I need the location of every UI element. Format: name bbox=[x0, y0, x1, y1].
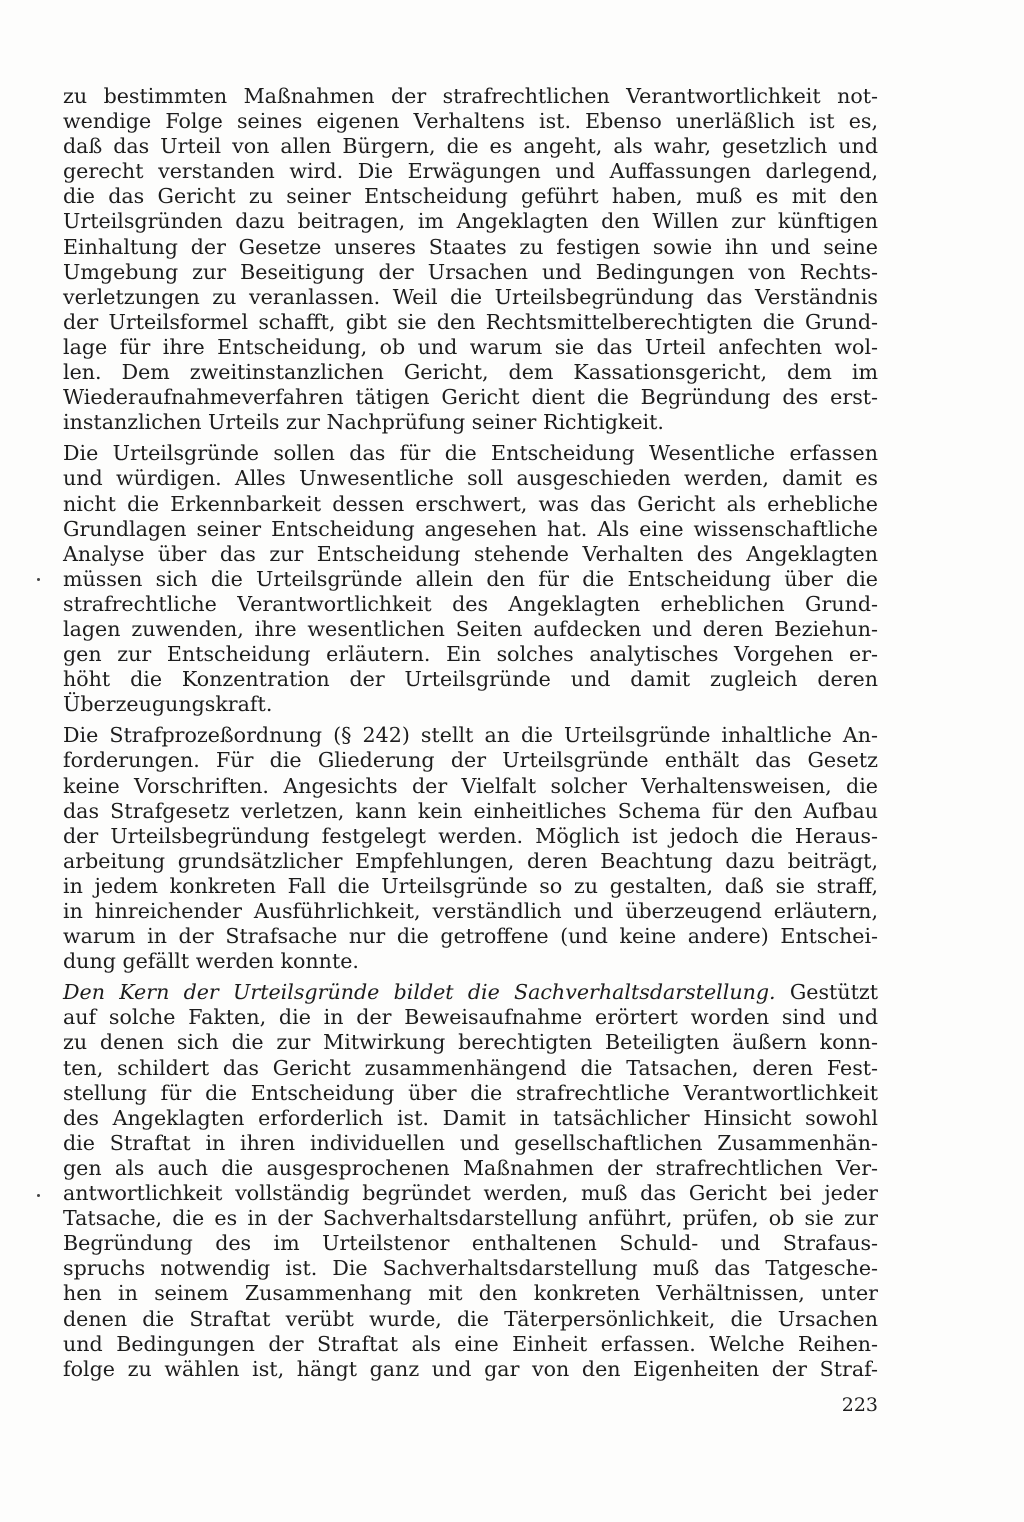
text-line: nicht die Erkennbarkeit dessen erschwert, was das Gericht als erhebliche bbox=[63, 491, 878, 516]
text-line: lagen zuwenden, ihre wesentlichen Seiten aufdecken und deren Beziehun- bbox=[63, 616, 878, 641]
text-line: instanzlichen Urteils zur Nachprüfung seiner Richtigkeit. bbox=[63, 410, 664, 435]
text-line: daß das Urteil von allen Bürgern, die es angeht, als wahr, gesetzlich und bbox=[63, 134, 878, 159]
text-line: die das Gericht zu seiner Entscheidung geführt haben, muß es mit den bbox=[63, 184, 878, 209]
margin-speck bbox=[37, 578, 40, 581]
text-line: der Urteilsbegründung festgelegt werden. Möglich ist jedoch die Heraus- bbox=[63, 823, 878, 848]
margin-speck bbox=[37, 1194, 40, 1197]
text-line: Tatsache, die es in der Sachverhaltsdarstellung anführt, prüfen, ob sie zur bbox=[63, 1206, 878, 1231]
text-line: Die Strafprozeßordnung (§ 242) stellt an die Urteilsgründe inhaltliche An- bbox=[63, 723, 878, 748]
text-line: strafrechtliche Verantwortlichkeit des Angeklagten erheblichen Grund- bbox=[63, 591, 878, 616]
text-line: denen die Straftat verübt wurde, die Täterpersönlichkeit, die Ursachen bbox=[63, 1306, 878, 1331]
text-line: warum in der Strafsache nur die getroffene (und keine andere) Entschei- bbox=[63, 924, 878, 949]
text-line: folge zu wählen ist, hängt ganz und gar von den Eigenheiten der Straf- bbox=[63, 1356, 878, 1381]
text-line: Analyse über das zur Entscheidung stehende Verhalten des Angeklagten bbox=[63, 541, 878, 566]
text-line: Überzeugungskraft. bbox=[63, 692, 273, 717]
text-line: Urteilsgründen dazu beitragen, im Angeklagten den Willen zur künftigen bbox=[63, 209, 878, 234]
text-line-lead bbox=[63, 980, 878, 1005]
text-line: arbeitung grundsätzlicher Empfehlungen, deren Beachtung dazu beiträgt, bbox=[63, 848, 878, 873]
lead-rest: Gestützt bbox=[775, 980, 878, 1005]
text-line: des Angeklagten erforderlich ist. Damit in tatsächlicher Hinsicht sowohl bbox=[63, 1105, 878, 1130]
paragraph-2 bbox=[63, 441, 878, 717]
text-line: Begründung des im Urteilstenor enthaltenen Schuld- und Strafaus- bbox=[63, 1231, 878, 1256]
text-line: Die Urteilsgründe sollen das für die Entscheidung Wesentliche erfassen bbox=[63, 441, 878, 466]
text-line: gen zur Entscheidung erläutern. Ein solches analytisches Vorgehen er- bbox=[63, 642, 878, 667]
paragraph-4 bbox=[63, 980, 878, 1382]
text-line: zu denen sich die zur Mitwirkung berechtigten Beteiligten äußern konn- bbox=[63, 1030, 878, 1055]
text-line: müssen sich die Urteilsgründe allein den für die Entscheidung über die bbox=[63, 566, 878, 591]
text-line: antwortlichkeit vollständig begründet werden, muß das Gericht bei jeder bbox=[63, 1181, 878, 1206]
text-line: der Urteilsformel schafft, gibt sie den Rechtsmittelberechtigten die Grund- bbox=[63, 309, 878, 334]
text-line: forderungen. Für die Gliederung der Urteilsgründe enthält das Gesetz bbox=[63, 748, 878, 773]
italic-lead: Den Kern der Urteilsgründe bildet die Sachverhaltsdarstellung. bbox=[63, 980, 776, 1005]
text-line: die Straftat in ihren individuellen und gesellschaftlichen Zusammenhän- bbox=[63, 1130, 878, 1155]
text-line: Grundlagen seiner Entscheidung angesehen hat. Als eine wissenschaftliche bbox=[63, 516, 878, 541]
text-line: und Bedingungen der Straftat als eine Einheit erfassen. Welche Reihen- bbox=[63, 1331, 878, 1356]
body-text bbox=[63, 84, 878, 1388]
text-line: Wiederaufnahmeverfahren tätigen Gericht dient die Begründung des erst- bbox=[63, 385, 878, 410]
text-line: len. Dem zweitinstanzlichen Gericht, dem Kassationsgericht, dem im bbox=[63, 360, 878, 385]
text-line: höht die Konzentration der Urteilsgründe und damit zugleich deren bbox=[63, 667, 878, 692]
text-line: hen in seinem Zusammenhang mit den konkreten Verhältnissen, unter bbox=[63, 1281, 878, 1306]
text-line: wendige Folge seines eigenen Verhaltens ist. Ebenso unerläßlich ist es, bbox=[63, 109, 878, 134]
text-line: gen als auch die ausgesprochenen Maßnahmen der strafrechtlichen Ver- bbox=[63, 1155, 878, 1180]
text-line: verletzungen zu veranlassen. Weil die Urteilsbegründung das Verständnis bbox=[63, 284, 878, 309]
text-line: dung gefällt werden konnte. bbox=[63, 949, 359, 974]
text-line: und würdigen. Alles Unwesentliche soll ausgeschieden werden, damit es bbox=[63, 466, 878, 491]
text-line: das Strafgesetz verletzen, kann kein einheitliches Schema für den Aufbau bbox=[63, 798, 878, 823]
paragraph-3 bbox=[63, 723, 878, 974]
text-line: auf solche Fakten, die in der Beweisaufnahme erörtert worden sind und bbox=[63, 1005, 878, 1030]
text-line: spruchs notwendig ist. Die Sachverhaltsdarstellung muß das Tatgesche- bbox=[63, 1256, 878, 1281]
text-line: keine Vorschriften. Angesichts der Vielfalt solcher Verhaltensweisen, die bbox=[63, 773, 878, 798]
page-number: 223 bbox=[841, 1394, 878, 1416]
text-line: in jedem konkreten Fall die Urteilsgründe so zu gestalten, daß sie straff, bbox=[63, 873, 878, 898]
text-line: lage für ihre Entscheidung, ob und warum sie das Urteil anfechten wol- bbox=[63, 334, 878, 359]
text-line: stellung für die Entscheidung über die strafrechtliche Verantwortlichkeit bbox=[63, 1080, 878, 1105]
text-line: zu bestimmten Maßnahmen der strafrechtlichen Verantwortlichkeit not- bbox=[63, 84, 878, 108]
text-line: in hinreichender Ausführlichkeit, verständlich und überzeugend erläutern, bbox=[63, 899, 878, 923]
text-line: Einhaltung der Gesetze unseres Staates zu festigen sowie ihn und seine bbox=[63, 234, 878, 259]
paragraph-1 bbox=[63, 84, 878, 435]
text-line: ten, schildert das Gericht zusammenhängend die Tatsachen, deren Fest- bbox=[63, 1055, 878, 1080]
text-line: Umgebung zur Beseitigung der Ursachen und Bedingungen von Rechts- bbox=[63, 259, 878, 284]
text-line: gerecht verstanden wird. Die Erwägungen und Auffassungen darlegend, bbox=[63, 159, 878, 184]
